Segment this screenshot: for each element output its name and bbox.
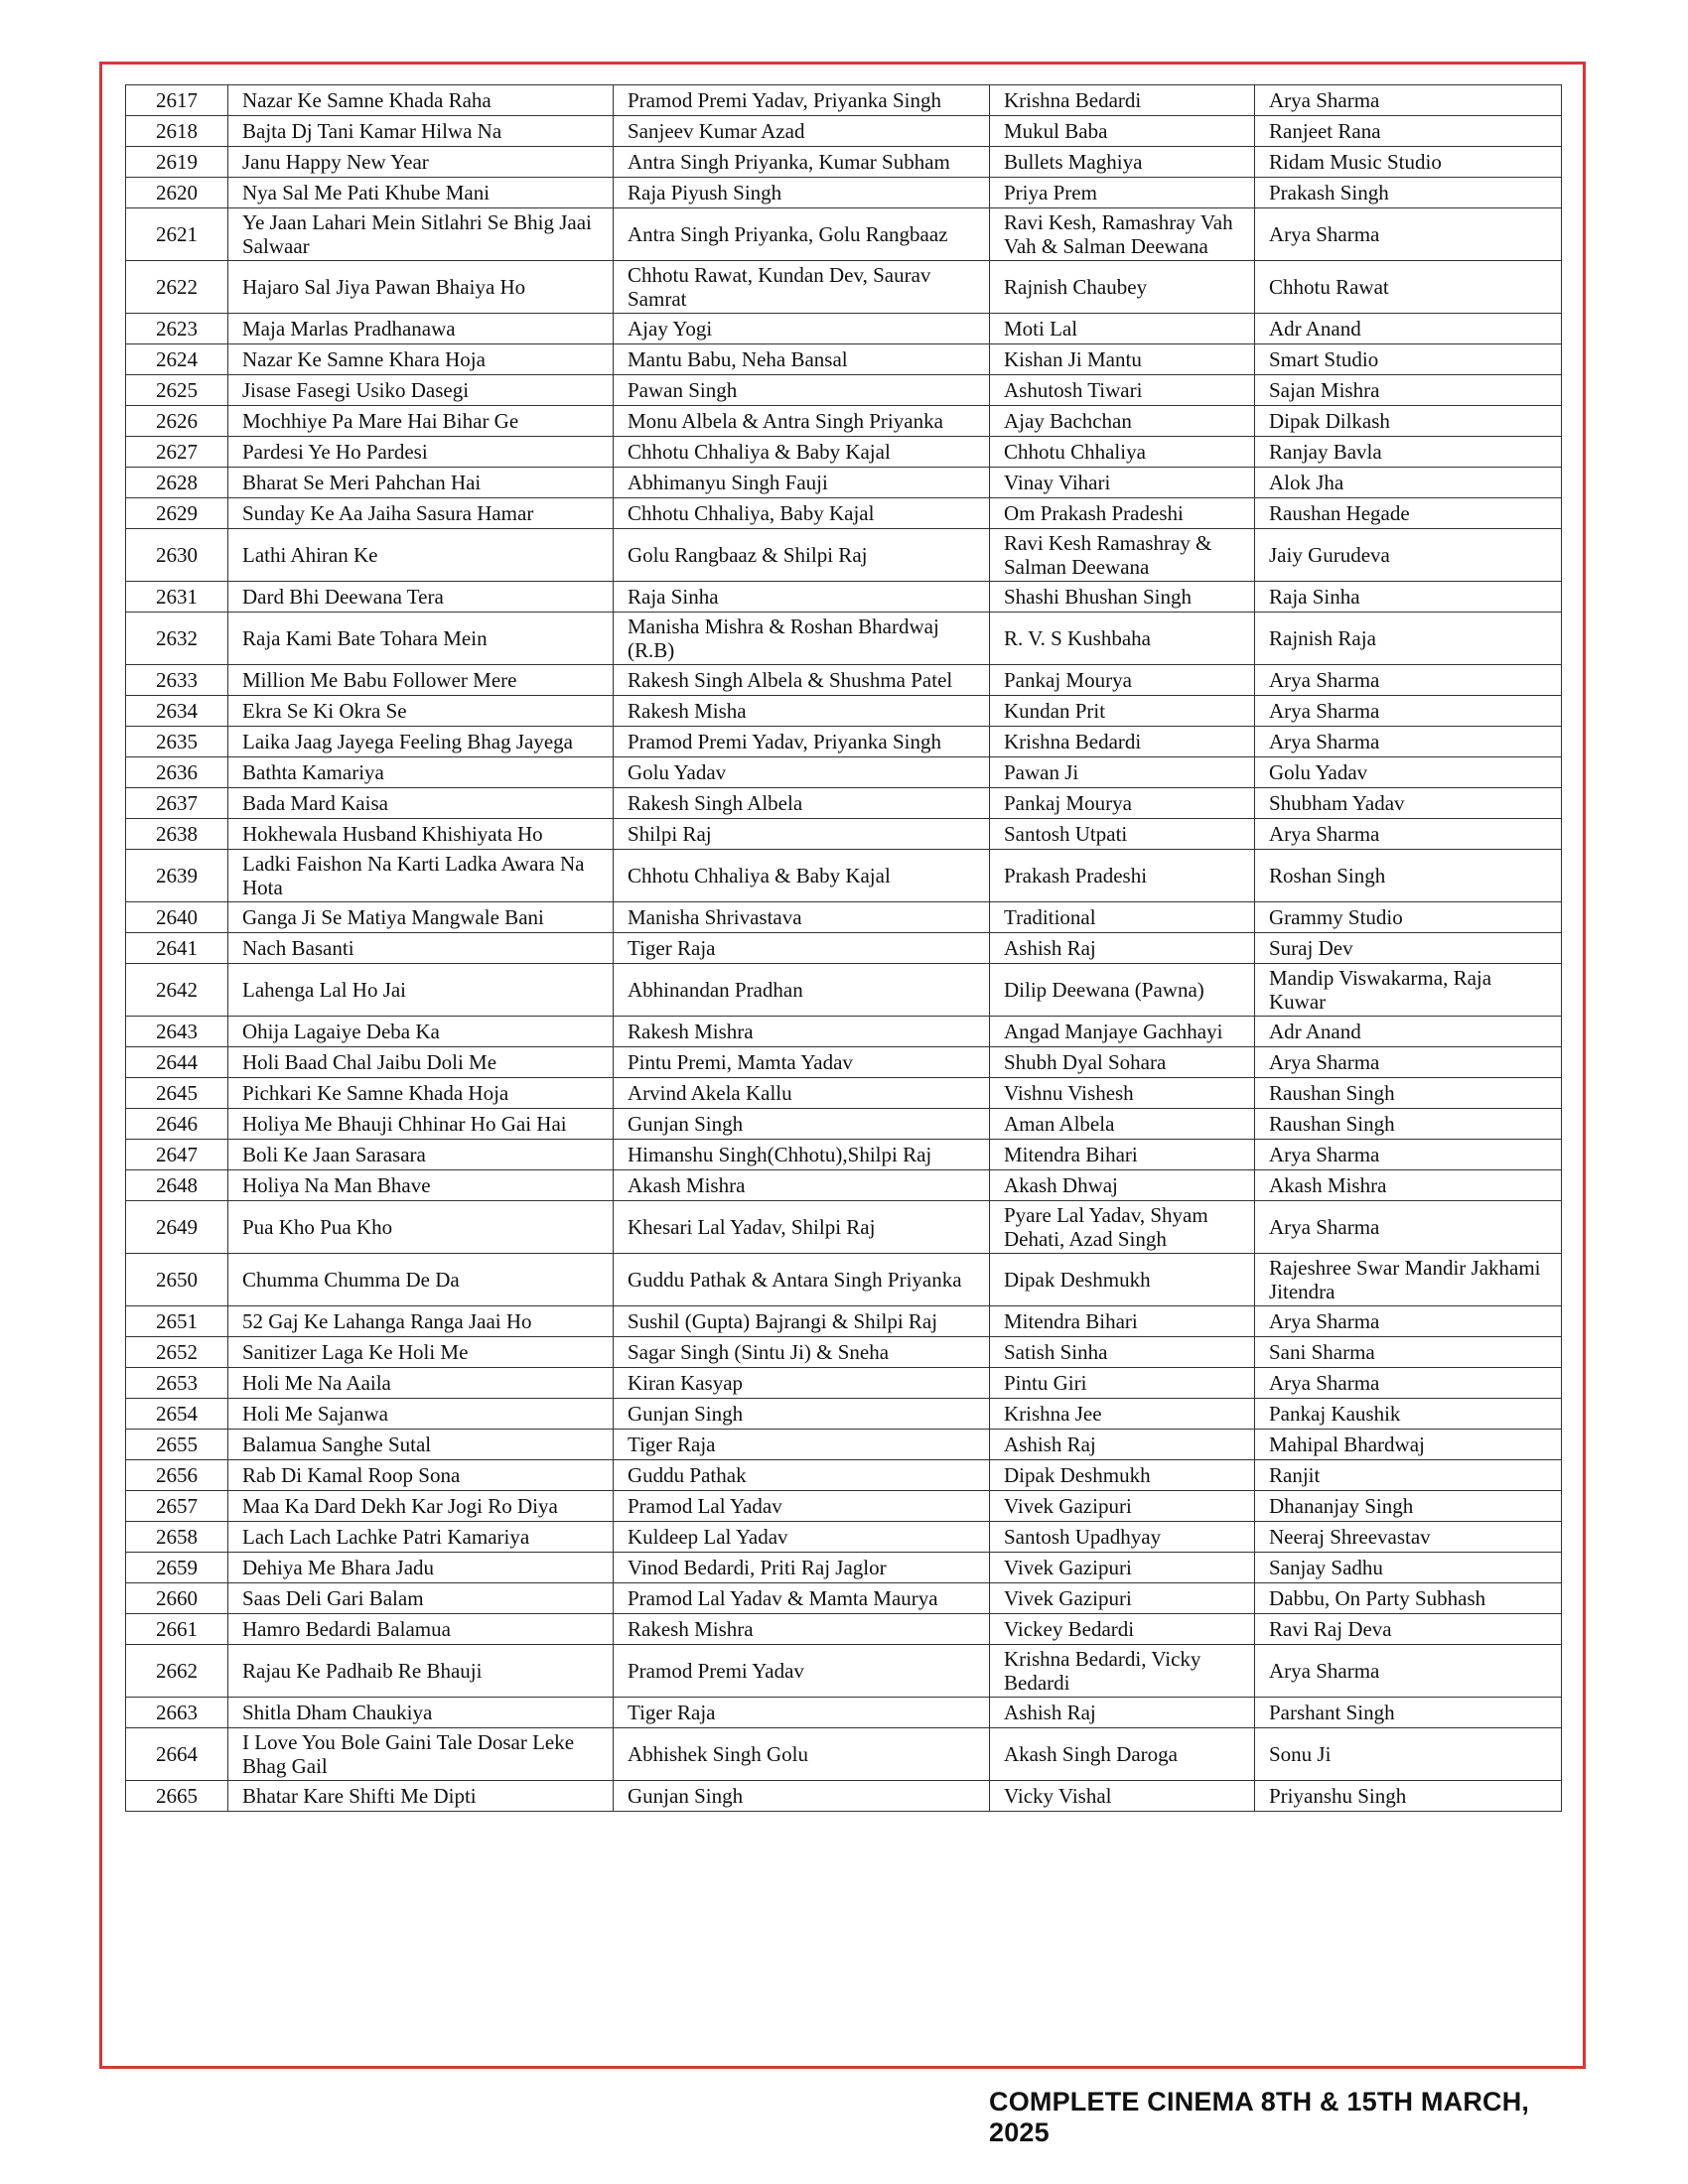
lyricist-cell: Priya Prem	[990, 178, 1255, 208]
lyricist-cell: R. V. S Kushbaha	[990, 613, 1255, 665]
song-title-cell: Balamua Sanghe Sutal	[228, 1430, 614, 1460]
music-director-cell: Arya Sharma	[1255, 727, 1562, 757]
table-row	[126, 116, 1562, 147]
music-director-cell: Mahipal Bhardwaj	[1255, 1430, 1562, 1460]
song-title-cell: Raja Kami Bate Tohara Mein	[228, 613, 614, 665]
music-director-cell: Raushan Hegade	[1255, 498, 1562, 529]
table-row	[126, 1645, 1562, 1698]
lyricist-cell: Mitendra Bihari	[990, 1306, 1255, 1337]
entry-number-cell: 2644	[126, 1047, 228, 1078]
lyricist-cell: Aman Albela	[990, 1109, 1255, 1140]
entry-number-cell: 2631	[126, 582, 228, 613]
song-title-cell: Ye Jaan Lahari Mein Sitlahri Se Bhig Jaai Salwaar	[228, 208, 614, 261]
table-row	[126, 850, 1562, 902]
lyricist-cell: Krishna Bedardi	[990, 727, 1255, 757]
music-director-cell: Grammy Studio	[1255, 902, 1562, 933]
song-title-cell: Hokhewala Husband Khishiyata Ho	[228, 819, 614, 850]
music-director-cell: Arya Sharma	[1255, 85, 1562, 116]
song-title-cell: Ekra Se Ki Okra Se	[228, 696, 614, 727]
table-row	[126, 314, 1562, 344]
entry-number-cell: 2645	[126, 1078, 228, 1109]
singers-cell: Rakesh Mishra	[614, 1017, 990, 1047]
lyricist-cell: Dilip Deewana (Pawna)	[990, 964, 1255, 1017]
music-director-cell: Priyanshu Singh	[1255, 1781, 1562, 1812]
lyricist-cell: Kishan Ji Mantu	[990, 344, 1255, 375]
entry-number-cell: 2634	[126, 696, 228, 727]
song-title-cell: Chumma Chumma De Da	[228, 1254, 614, 1306]
lyricist-cell: Pankaj Mourya	[990, 788, 1255, 819]
table-row	[126, 1728, 1562, 1781]
lyricist-cell: Vicky Vishal	[990, 1781, 1255, 1812]
singers-cell: Akash Mishra	[614, 1170, 990, 1201]
music-director-cell: Chhotu Rawat	[1255, 261, 1562, 314]
song-title-cell: Million Me Babu Follower Mere	[228, 665, 614, 696]
music-director-cell: Rajeshree Swar Mandir Jakhami Jitendra	[1255, 1254, 1562, 1306]
entry-number-cell: 2647	[126, 1140, 228, 1170]
music-director-cell: Dhananjay Singh	[1255, 1491, 1562, 1522]
table-row	[126, 178, 1562, 208]
lyricist-cell: Ravi Kesh, Ramashray Vah Vah & Salman Deewana	[990, 208, 1255, 261]
entry-number-cell: 2660	[126, 1583, 228, 1614]
lyricist-cell: Angad Manjaye Gachhayi	[990, 1017, 1255, 1047]
entry-number-cell: 2655	[126, 1430, 228, 1460]
entry-number-cell: 2623	[126, 314, 228, 344]
lyricist-cell: Pyare Lal Yadav, Shyam Dehati, Azad Singh	[990, 1201, 1255, 1254]
entry-number-cell: 2650	[126, 1254, 228, 1306]
song-title-cell: Pua Kho Pua Kho	[228, 1201, 614, 1254]
music-director-cell: Adr Anand	[1255, 314, 1562, 344]
entry-number-cell: 2633	[126, 665, 228, 696]
song-title-cell: Jisase Fasegi Usiko Dasegi	[228, 375, 614, 406]
music-director-cell: Arya Sharma	[1255, 1047, 1562, 1078]
song-title-cell: Laika Jaag Jayega Feeling Bhag Jayega	[228, 727, 614, 757]
entry-number-cell: 2653	[126, 1368, 228, 1399]
song-title-cell: Rajau Ke Padhaib Re Bhauji	[228, 1645, 614, 1698]
song-title-cell: Bajta Dj Tani Kamar Hilwa Na	[228, 116, 614, 147]
music-director-cell: Arya Sharma	[1255, 1306, 1562, 1337]
singers-cell: Sagar Singh (Sintu Ji) & Sneha	[614, 1337, 990, 1368]
table-row	[126, 964, 1562, 1017]
lyricist-cell: Traditional	[990, 902, 1255, 933]
singers-cell: Antra Singh Priyanka, Golu Rangbaaz	[614, 208, 990, 261]
singers-cell: Shilpi Raj	[614, 819, 990, 850]
table-row	[126, 902, 1562, 933]
lyricist-cell: Ashish Raj	[990, 933, 1255, 964]
music-director-cell: Arya Sharma	[1255, 819, 1562, 850]
music-director-cell: Dipak Dilkash	[1255, 406, 1562, 437]
song-title-cell: Shitla Dham Chaukiya	[228, 1698, 614, 1728]
song-title-cell: Nach Basanti	[228, 933, 614, 964]
music-director-cell: Sanjay Sadhu	[1255, 1553, 1562, 1583]
music-director-cell: Shubham Yadav	[1255, 788, 1562, 819]
entry-number-cell: 2652	[126, 1337, 228, 1368]
lyricist-cell: Dipak Deshmukh	[990, 1254, 1255, 1306]
table-row	[126, 344, 1562, 375]
lyricist-cell: Vinay Vihari	[990, 468, 1255, 498]
music-director-cell: Sonu Ji	[1255, 1728, 1562, 1781]
song-title-cell: I Love You Bole Gaini Tale Dosar Leke Bhag Gail	[228, 1728, 614, 1781]
lyricist-cell: Ashutosh Tiwari	[990, 375, 1255, 406]
table-row	[126, 665, 1562, 696]
singers-cell: Rakesh Mishra	[614, 1614, 990, 1645]
lyricist-cell: Krishna Jee	[990, 1399, 1255, 1430]
music-director-cell: Raushan Singh	[1255, 1078, 1562, 1109]
lyricist-cell: Ashish Raj	[990, 1698, 1255, 1728]
table-row	[126, 1170, 1562, 1201]
song-registry-table	[125, 84, 1562, 1812]
singers-cell: Khesari Lal Yadav, Shilpi Raj	[614, 1201, 990, 1254]
song-title-cell: Sanitizer Laga Ke Holi Me	[228, 1337, 614, 1368]
song-title-cell: Mochhiye Pa Mare Hai Bihar Ge	[228, 406, 614, 437]
table-row	[126, 1017, 1562, 1047]
singers-cell: Himanshu Singh(Chhotu),Shilpi Raj	[614, 1140, 990, 1170]
song-title-cell: Ohija Lagaiye Deba Ka	[228, 1017, 614, 1047]
lyricist-cell: Kundan Prit	[990, 696, 1255, 727]
lyricist-cell: Pintu Giri	[990, 1368, 1255, 1399]
song-title-cell: Bathta Kamariya	[228, 757, 614, 788]
singers-cell: Guddu Pathak	[614, 1460, 990, 1491]
entry-number-cell: 2657	[126, 1491, 228, 1522]
singers-cell: Rakesh Misha	[614, 696, 990, 727]
table-row	[126, 727, 1562, 757]
table-row	[126, 437, 1562, 468]
entry-number-cell: 2639	[126, 850, 228, 902]
lyricist-cell: Vivek Gazipuri	[990, 1583, 1255, 1614]
song-title-cell: Saas Deli Gari Balam	[228, 1583, 614, 1614]
table-row	[126, 582, 1562, 613]
lyricist-cell: Bullets Maghiya	[990, 147, 1255, 178]
music-director-cell: Raushan Singh	[1255, 1109, 1562, 1140]
lyricist-cell: Santosh Utpati	[990, 819, 1255, 850]
table-row	[126, 529, 1562, 582]
entry-number-cell: 2620	[126, 178, 228, 208]
entry-number-cell: 2637	[126, 788, 228, 819]
song-title-cell: Bada Mard Kaisa	[228, 788, 614, 819]
music-director-cell: Arya Sharma	[1255, 208, 1562, 261]
music-director-cell: Neeraj Shreevastav	[1255, 1522, 1562, 1553]
song-title-cell: Bhatar Kare Shifti Me Dipti	[228, 1781, 614, 1812]
lyricist-cell: Shubh Dyal Sohara	[990, 1047, 1255, 1078]
lyricist-cell: Satish Sinha	[990, 1337, 1255, 1368]
lyricist-cell: Om Prakash Pradeshi	[990, 498, 1255, 529]
entry-number-cell: 2621	[126, 208, 228, 261]
singers-cell: Tiger Raja	[614, 1698, 990, 1728]
song-title-cell: Rab Di Kamal Roop Sona	[228, 1460, 614, 1491]
table-row	[126, 1140, 1562, 1170]
music-director-cell: Akash Mishra	[1255, 1170, 1562, 1201]
entry-number-cell: 2638	[126, 819, 228, 850]
singers-cell: Mantu Babu, Neha Bansal	[614, 344, 990, 375]
entry-number-cell: 2658	[126, 1522, 228, 1553]
table-row	[126, 819, 1562, 850]
singers-cell: Sanjeev Kumar Azad	[614, 116, 990, 147]
song-title-cell: Sunday Ke Aa Jaiha Sasura Hamar	[228, 498, 614, 529]
lyricist-cell: Akash Dhwaj	[990, 1170, 1255, 1201]
singers-cell: Gunjan Singh	[614, 1781, 990, 1812]
entry-number-cell: 2641	[126, 933, 228, 964]
lyricist-cell: Akash Singh Daroga	[990, 1728, 1255, 1781]
table-row	[126, 1254, 1562, 1306]
singers-cell: Tiger Raja	[614, 1430, 990, 1460]
entry-number-cell: 2627	[126, 437, 228, 468]
singers-cell: Antra Singh Priyanka, Kumar Subham	[614, 147, 990, 178]
table-row	[126, 1109, 1562, 1140]
entry-number-cell: 2651	[126, 1306, 228, 1337]
lyricist-cell: Pawan Ji	[990, 757, 1255, 788]
lyricist-cell: Vivek Gazipuri	[990, 1553, 1255, 1583]
song-title-cell: Lahenga Lal Ho Jai	[228, 964, 614, 1017]
singers-cell: Guddu Pathak & Antara Singh Priyanka	[614, 1254, 990, 1306]
entry-number-cell: 2628	[126, 468, 228, 498]
lyricist-cell: Rajnish Chaubey	[990, 261, 1255, 314]
lyricist-cell: Pankaj Mourya	[990, 665, 1255, 696]
singers-cell: Raja Piyush Singh	[614, 178, 990, 208]
entry-number-cell: 2659	[126, 1553, 228, 1583]
table-row	[126, 696, 1562, 727]
entry-number-cell: 2648	[126, 1170, 228, 1201]
table-row	[126, 1430, 1562, 1460]
song-title-cell: Maja Marlas Pradhanawa	[228, 314, 614, 344]
music-director-cell: Ridam Music Studio	[1255, 147, 1562, 178]
music-director-cell: Ranjit	[1255, 1460, 1562, 1491]
table-row	[126, 1583, 1562, 1614]
lyricist-cell: Mitendra Bihari	[990, 1140, 1255, 1170]
lyricist-cell: Santosh Upadhyay	[990, 1522, 1255, 1553]
table-row	[126, 468, 1562, 498]
table-row	[126, 1201, 1562, 1254]
music-director-cell: Arya Sharma	[1255, 696, 1562, 727]
music-director-cell: Jaiy Gurudeva	[1255, 529, 1562, 582]
entry-number-cell: 2664	[126, 1728, 228, 1781]
singers-cell: Abhinandan Pradhan	[614, 964, 990, 1017]
music-director-cell: Smart Studio	[1255, 344, 1562, 375]
singers-cell: Pramod Premi Yadav, Priyanka Singh	[614, 85, 990, 116]
lyricist-cell: Chhotu Chhaliya	[990, 437, 1255, 468]
music-director-cell: Arya Sharma	[1255, 1645, 1562, 1698]
table-row	[126, 1368, 1562, 1399]
entry-number-cell: 2642	[126, 964, 228, 1017]
table-row	[126, 1491, 1562, 1522]
entry-number-cell: 2662	[126, 1645, 228, 1698]
song-title-cell: Nya Sal Me Pati Khube Mani	[228, 178, 614, 208]
singers-cell: Chhotu Chhaliya, Baby Kajal	[614, 498, 990, 529]
music-director-cell: Roshan Singh	[1255, 850, 1562, 902]
table-row	[126, 375, 1562, 406]
singers-cell: Manisha Shrivastava	[614, 902, 990, 933]
singers-cell: Golu Rangbaaz & Shilpi Raj	[614, 529, 990, 582]
singers-cell: Kuldeep Lal Yadav	[614, 1522, 990, 1553]
entry-number-cell: 2643	[126, 1017, 228, 1047]
music-director-cell: Arya Sharma	[1255, 1368, 1562, 1399]
singers-cell: Arvind Akela Kallu	[614, 1078, 990, 1109]
lyricist-cell: Krishna Bedardi, Vicky Bedardi	[990, 1645, 1255, 1698]
song-title-cell: Dard Bhi Deewana Tera	[228, 582, 614, 613]
entry-number-cell: 2649	[126, 1201, 228, 1254]
lyricist-cell: Dipak Deshmukh	[990, 1460, 1255, 1491]
music-director-cell: Prakash Singh	[1255, 178, 1562, 208]
singers-cell: Ajay Yogi	[614, 314, 990, 344]
song-title-cell: Bharat Se Meri Pahchan Hai	[228, 468, 614, 498]
entry-number-cell: 2626	[126, 406, 228, 437]
music-director-cell: Parshant Singh	[1255, 1698, 1562, 1728]
song-title-cell: Holi Baad Chal Jaibu Doli Me	[228, 1047, 614, 1078]
table-row	[126, 261, 1562, 314]
music-director-cell: Ravi Raj Deva	[1255, 1614, 1562, 1645]
singers-cell: Pawan Singh	[614, 375, 990, 406]
table-row	[126, 1698, 1562, 1728]
song-title-cell: Dehiya Me Bhara Jadu	[228, 1553, 614, 1583]
entry-number-cell: 2663	[126, 1698, 228, 1728]
lyricist-cell: Mukul Baba	[990, 116, 1255, 147]
singers-cell: Kiran Kasyap	[614, 1368, 990, 1399]
entry-number-cell: 2624	[126, 344, 228, 375]
table-row	[126, 406, 1562, 437]
singers-cell: Chhotu Chhaliya & Baby Kajal	[614, 850, 990, 902]
music-director-cell: Arya Sharma	[1255, 1201, 1562, 1254]
table-row	[126, 1522, 1562, 1553]
music-director-cell: Arya Sharma	[1255, 665, 1562, 696]
entry-number-cell: 2640	[126, 902, 228, 933]
entry-number-cell: 2654	[126, 1399, 228, 1430]
music-director-cell: Adr Anand	[1255, 1017, 1562, 1047]
table-row	[126, 757, 1562, 788]
publication-footer: COMPLETE CINEMA 8TH & 15TH MARCH, 2025	[989, 2087, 1530, 2147]
song-title-cell: Pichkari Ke Samne Khada Hoja	[228, 1078, 614, 1109]
music-director-cell: Alok Jha	[1255, 468, 1562, 498]
entry-number-cell: 2630	[126, 529, 228, 582]
singers-cell: Gunjan Singh	[614, 1399, 990, 1430]
singers-cell: Abhimanyu Singh Fauji	[614, 468, 990, 498]
music-director-cell: Pankaj Kaushik	[1255, 1399, 1562, 1430]
singers-cell: Raja Sinha	[614, 582, 990, 613]
entry-number-cell: 2646	[126, 1109, 228, 1140]
entry-number-cell: 2635	[126, 727, 228, 757]
table-row	[126, 498, 1562, 529]
table-row	[126, 1306, 1562, 1337]
singers-cell: Pramod Lal Yadav	[614, 1491, 990, 1522]
lyricist-cell: Ashish Raj	[990, 1430, 1255, 1460]
singers-cell: Monu Albela & Antra Singh Priyanka	[614, 406, 990, 437]
song-title-cell: Lathi Ahiran Ke	[228, 529, 614, 582]
music-director-cell: Raja Sinha	[1255, 582, 1562, 613]
singers-cell: Golu Yadav	[614, 757, 990, 788]
song-title-cell: Holiya Me Bhauji Chhinar Ho Gai Hai	[228, 1109, 614, 1140]
music-director-cell: Arya Sharma	[1255, 1140, 1562, 1170]
entry-number-cell: 2622	[126, 261, 228, 314]
music-director-cell: Rajnish Raja	[1255, 613, 1562, 665]
table-row	[126, 85, 1562, 116]
table-row	[126, 1460, 1562, 1491]
song-title-cell: Hajaro Sal Jiya Pawan Bhaiya Ho	[228, 261, 614, 314]
table-row	[126, 1047, 1562, 1078]
lyricist-cell: Prakash Pradeshi	[990, 850, 1255, 902]
music-director-cell: Suraj Dev	[1255, 933, 1562, 964]
lyricist-cell: Ajay Bachchan	[990, 406, 1255, 437]
song-title-cell: Hamro Bedardi Balamua	[228, 1614, 614, 1645]
entry-number-cell: 2618	[126, 116, 228, 147]
table-row	[126, 1553, 1562, 1583]
singers-cell: Manisha Mishra & Roshan Bhardwaj (R.B)	[614, 613, 990, 665]
entry-number-cell: 2661	[126, 1614, 228, 1645]
entry-number-cell: 2656	[126, 1460, 228, 1491]
lyricist-cell: Moti Lal	[990, 314, 1255, 344]
song-title-cell: 52 Gaj Ke Lahanga Ranga Jaai Ho	[228, 1306, 614, 1337]
song-title-cell: Holi Me Sajanwa	[228, 1399, 614, 1430]
song-title-cell: Janu Happy New Year	[228, 147, 614, 178]
table-row	[126, 1337, 1562, 1368]
table-row	[126, 1399, 1562, 1430]
singers-cell: Abhishek Singh Golu	[614, 1728, 990, 1781]
lyricist-cell: Krishna Bedardi	[990, 85, 1255, 116]
singers-cell: Pintu Premi, Mamta Yadav	[614, 1047, 990, 1078]
entry-number-cell: 2632	[126, 613, 228, 665]
singers-cell: Vinod Bedardi, Priti Raj Jaglor	[614, 1553, 990, 1583]
song-title-cell: Lach Lach Lachke Patri Kamariya	[228, 1522, 614, 1553]
singers-cell: Sushil (Gupta) Bajrangi & Shilpi Raj	[614, 1306, 990, 1337]
song-title-cell: Holiya Na Man Bhave	[228, 1170, 614, 1201]
entry-number-cell: 2629	[126, 498, 228, 529]
song-title-cell: Pardesi Ye Ho Pardesi	[228, 437, 614, 468]
singers-cell: Tiger Raja	[614, 933, 990, 964]
table-row	[126, 147, 1562, 178]
song-title-cell: Nazar Ke Samne Khada Raha	[228, 85, 614, 116]
entry-number-cell: 2625	[126, 375, 228, 406]
table-row	[126, 788, 1562, 819]
lyricist-cell: Ravi Kesh Ramashray & Salman Deewana	[990, 529, 1255, 582]
table-row	[126, 208, 1562, 261]
music-director-cell: Ranjay Bavla	[1255, 437, 1562, 468]
song-title-cell: Boli Ke Jaan Sarasara	[228, 1140, 614, 1170]
entry-number-cell: 2617	[126, 85, 228, 116]
music-director-cell: Ranjeet Rana	[1255, 116, 1562, 147]
table-row	[126, 1078, 1562, 1109]
entry-number-cell: 2636	[126, 757, 228, 788]
lyricist-cell: Shashi Bhushan Singh	[990, 582, 1255, 613]
singers-cell: Pramod Premi Yadav	[614, 1645, 990, 1698]
song-title-cell: Holi Me Na Aaila	[228, 1368, 614, 1399]
singers-cell: Chhotu Rawat, Kundan Dev, Saurav Samrat	[614, 261, 990, 314]
singers-cell: Rakesh Singh Albela & Shushma Patel	[614, 665, 990, 696]
table-row	[126, 1781, 1562, 1812]
table-row	[126, 1614, 1562, 1645]
singers-cell: Pramod Lal Yadav & Mamta Maurya	[614, 1583, 990, 1614]
lyricist-cell: Vivek Gazipuri	[990, 1491, 1255, 1522]
table-row	[126, 613, 1562, 665]
lyricist-cell: Vickey Bedardi	[990, 1614, 1255, 1645]
table-body	[126, 85, 1562, 1812]
singers-cell: Rakesh Singh Albela	[614, 788, 990, 819]
lyricist-cell: Vishnu Vishesh	[990, 1078, 1255, 1109]
singers-cell: Chhotu Chhaliya & Baby Kajal	[614, 437, 990, 468]
song-title-cell: Maa Ka Dard Dekh Kar Jogi Ro Diya	[228, 1491, 614, 1522]
music-director-cell: Sani Sharma	[1255, 1337, 1562, 1368]
song-title-cell: Nazar Ke Samne Khara Hoja	[228, 344, 614, 375]
music-director-cell: Golu Yadav	[1255, 757, 1562, 788]
song-title-cell: Ganga Ji Se Matiya Mangwale Bani	[228, 902, 614, 933]
table-row	[126, 933, 1562, 964]
music-director-cell: Mandip Viswakarma, Raja Kuwar	[1255, 964, 1562, 1017]
singers-cell: Pramod Premi Yadav, Priyanka Singh	[614, 727, 990, 757]
singers-cell: Gunjan Singh	[614, 1109, 990, 1140]
music-director-cell: Sajan Mishra	[1255, 375, 1562, 406]
song-title-cell: Ladki Faishon Na Karti Ladka Awara Na Hota	[228, 850, 614, 902]
music-director-cell: Dabbu, On Party Subhash	[1255, 1583, 1562, 1614]
entry-number-cell: 2619	[126, 147, 228, 178]
entry-number-cell: 2665	[126, 1781, 228, 1812]
